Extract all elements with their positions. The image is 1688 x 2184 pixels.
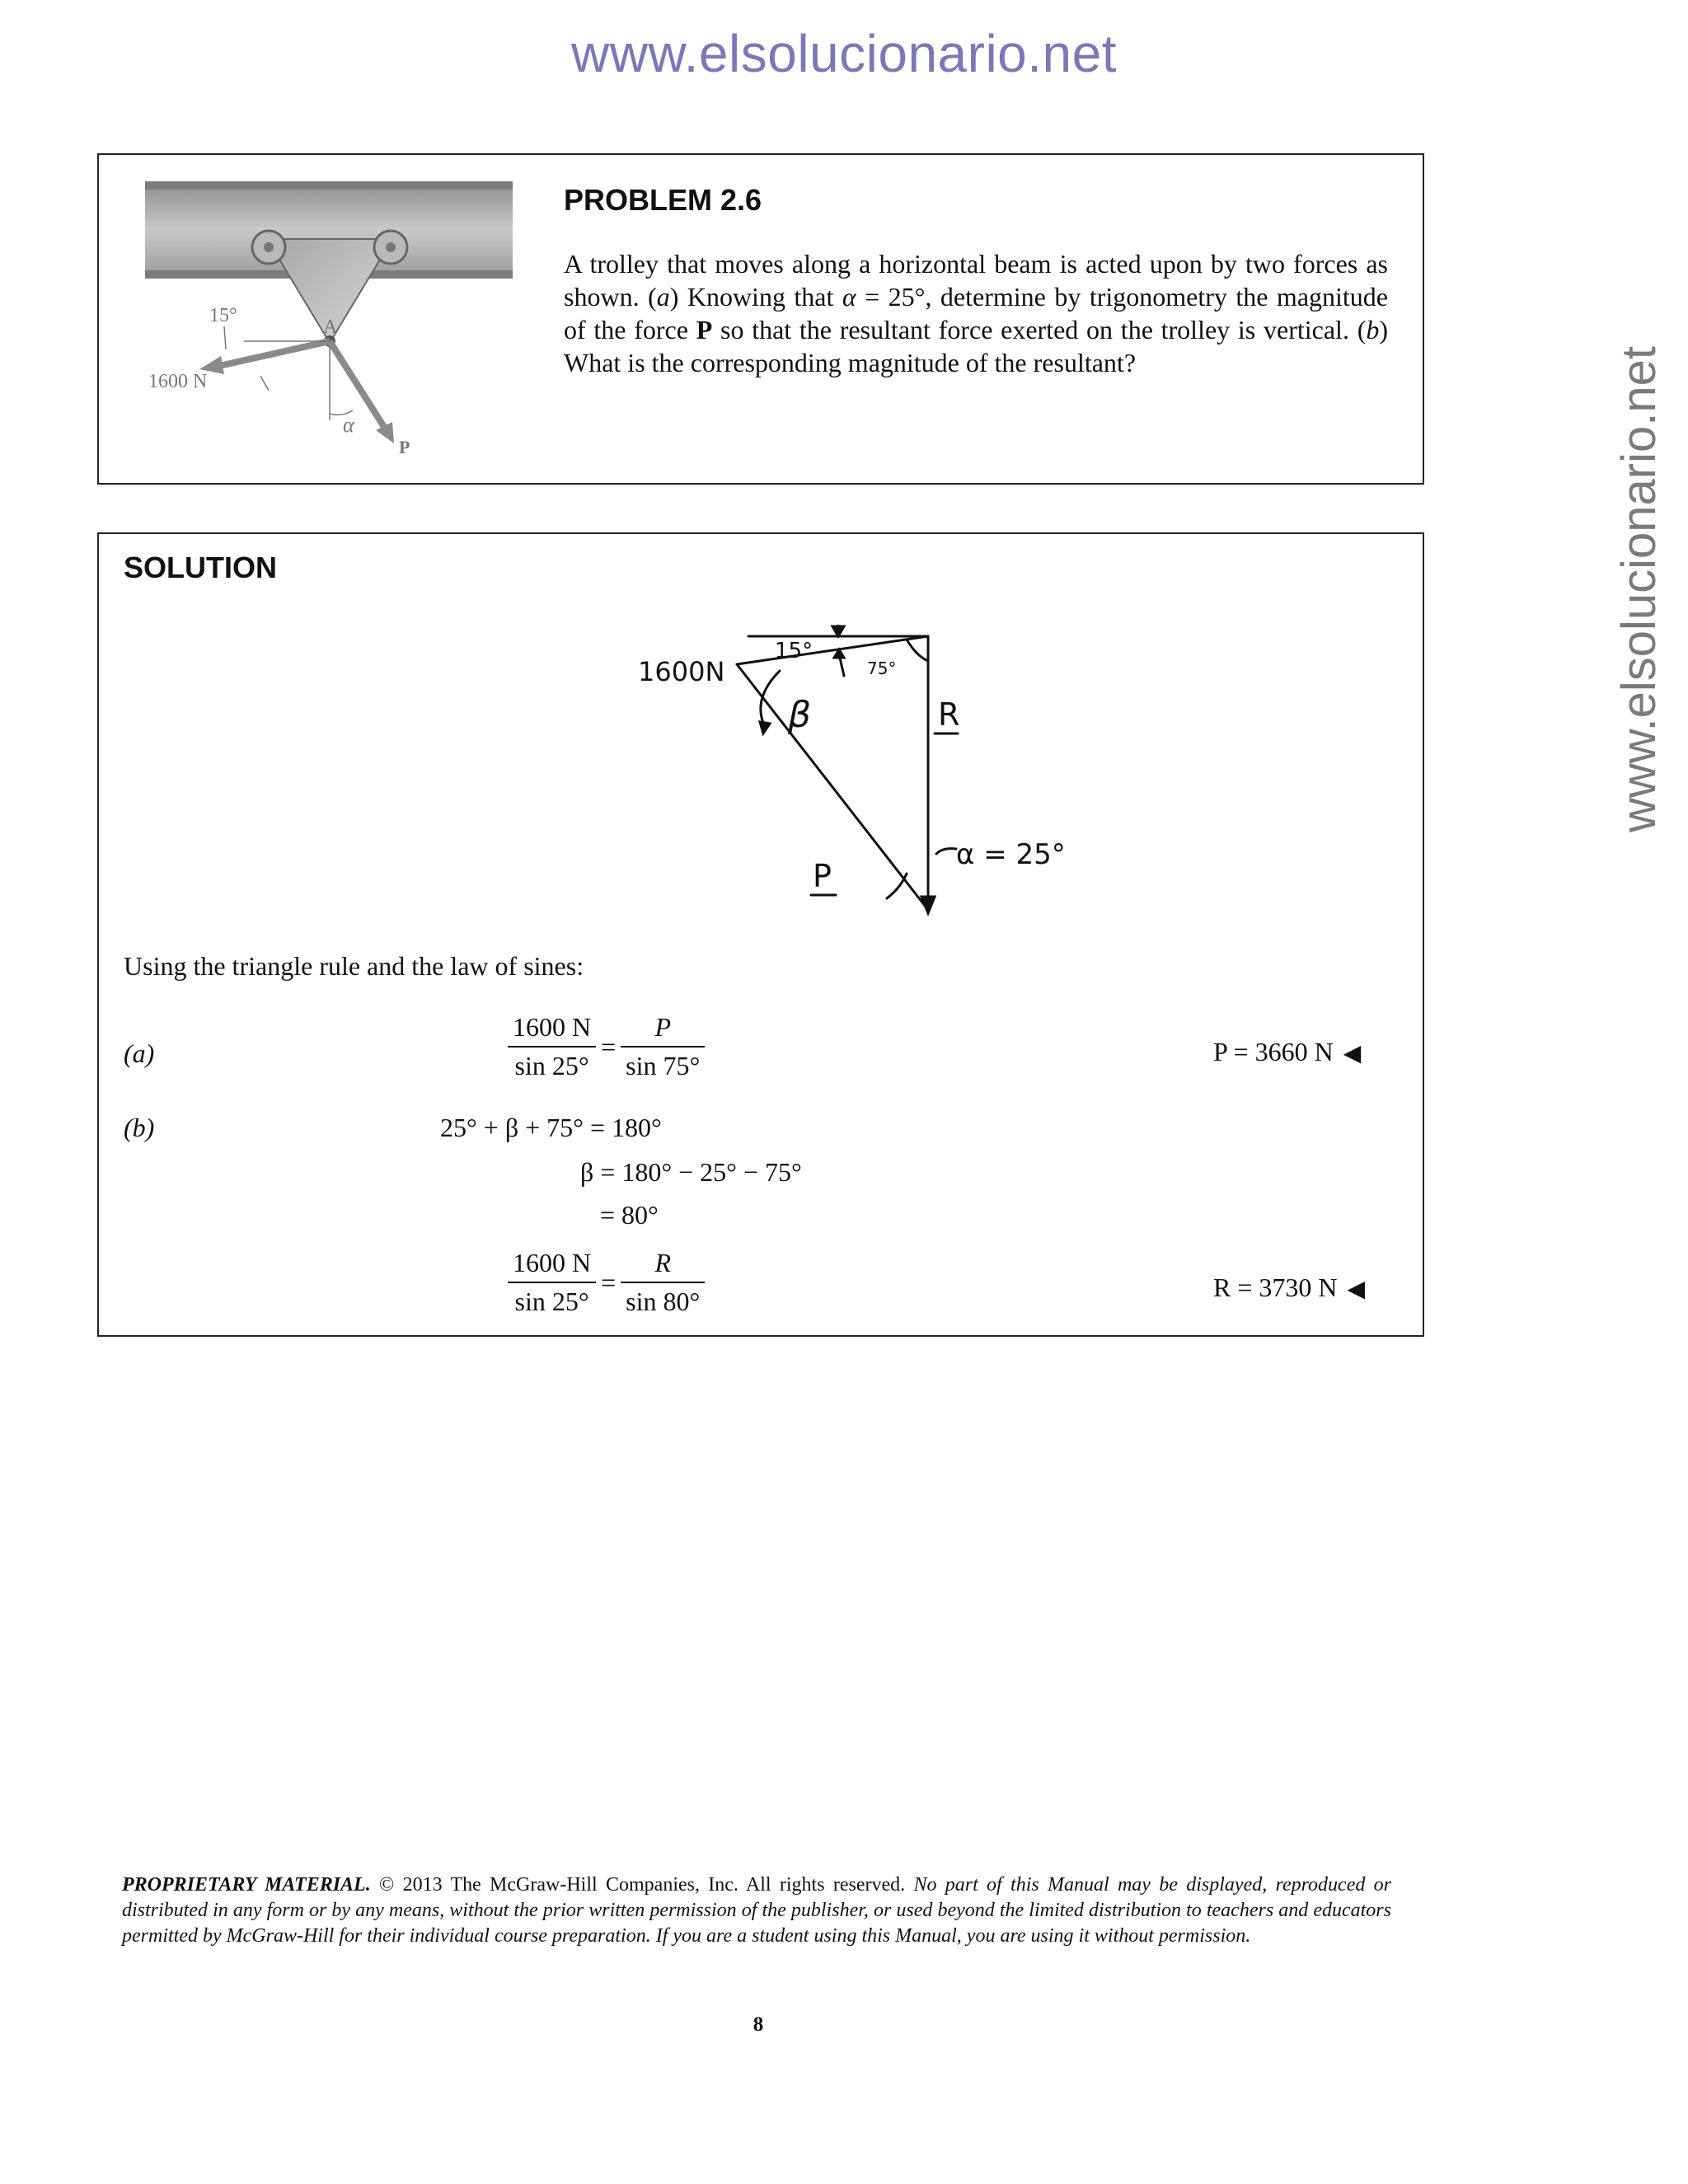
sketch-force-label: 1600N xyxy=(638,656,725,687)
force-triangle-sketch xyxy=(528,625,1121,954)
figure-force-label: 1600 N xyxy=(148,371,208,392)
watermark-side: www.elsolucionario.net xyxy=(1612,346,1666,832)
footer-proprietary: PROPRIETARY MATERIAL. xyxy=(122,1874,371,1896)
answer-marker: ◀ xyxy=(1343,1039,1362,1066)
figure-alpha-label: α xyxy=(343,413,354,437)
solution-box xyxy=(97,532,1424,1337)
part-a-equation: $\frac{1600 N}{\sin 25^\circ}$ = $\frac{P}{\sin 75^\circ}$ xyxy=(508,1012,705,1081)
part-b-line1: 25° + β + 75° = 180° xyxy=(440,1113,662,1142)
part-b-line2: β = 180° − 25° − 75° xyxy=(580,1157,802,1187)
problem-statement: A trolley that moves along a horizontal beam is acted upon by two forces as shown. (a) Knowing that α = 25°, determine by trigonometry the magnitude of the force P so that the resultant force exerted on the trolley is vertical. (b) What is the corresponding magnitude of the resultant? xyxy=(564,249,1389,377)
solution-intro: Using the triangle rule and the law of sines: xyxy=(124,951,584,981)
problem-title: PROBLEM 2.6 xyxy=(564,183,762,217)
fraction: $\frac{1600 N}{\sin 25^\circ}$ xyxy=(508,1248,596,1317)
part-b-answer: R = 3730 N ◀ xyxy=(1213,1272,1366,1302)
solution-title: SOLUTION xyxy=(124,551,277,584)
part-a-answer: P = 3660 N ◀ xyxy=(1213,1037,1362,1066)
sketch-inner-angle: 75° xyxy=(867,658,897,678)
part-a-label: (a) xyxy=(124,1038,155,1068)
page-number: 8 xyxy=(753,2013,764,2036)
part-b-label: (b) xyxy=(124,1113,155,1142)
footer-notice xyxy=(122,1872,1391,1949)
part-b-equation: $\frac{1600 N}{\sin 25^\circ}$ = $\frac{R}{\sin 80^\circ}$ xyxy=(508,1248,705,1317)
figure-p-label: P xyxy=(399,437,410,457)
sketch-beta-label: β xyxy=(788,694,812,736)
fraction: $\frac{P}{\sin 75^\circ}$ xyxy=(621,1012,705,1081)
part-b-line3: = 80° xyxy=(600,1200,659,1230)
sketch-top-angle: 15° xyxy=(775,639,814,663)
footer-permission: No part of this Manual may be displayed, reproduced or distributed in any form or by any means, without the prior written permission of the publisher, or used beyond the limited distribution to teachers and educators permitted by McGraw-Hill for their individual course preparation. If you are a student using this Manual, you are using it without permission. xyxy=(122,1874,1391,1947)
figure-point-label: A xyxy=(323,316,338,338)
footer-copyright: © 2013 The McGraw-Hill Companies, Inc. All rights reserved. xyxy=(379,1874,906,1896)
fraction: $\frac{1600 N}{\sin 25^\circ}$ xyxy=(508,1012,596,1081)
sketch-p-label: P xyxy=(813,858,832,894)
watermark-top: www.elsolucionario.net xyxy=(571,24,1117,83)
figure-angle-label: 15° xyxy=(209,305,237,326)
problem-box xyxy=(97,153,1424,485)
trolley-figure xyxy=(145,181,524,462)
sketch-alpha-note: α = 25° xyxy=(956,838,1066,871)
fraction: $\frac{R}{\sin 80^\circ}$ xyxy=(621,1248,705,1317)
sketch-r-label: R xyxy=(938,696,960,733)
answer-marker: ◀ xyxy=(1347,1275,1366,1302)
